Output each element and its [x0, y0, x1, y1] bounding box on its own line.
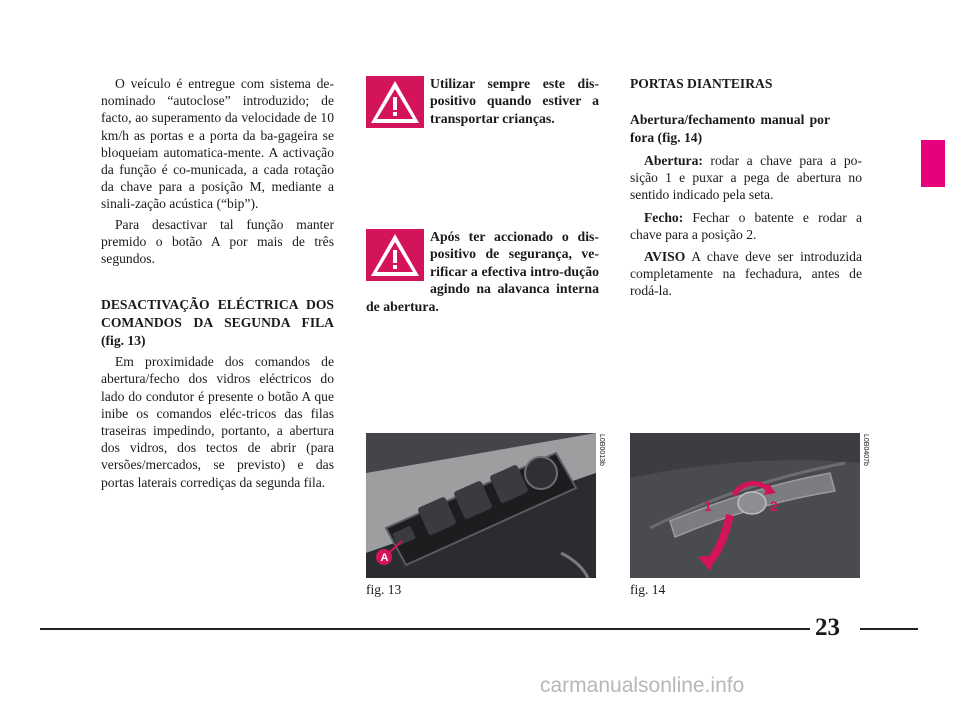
label-a: A	[380, 552, 389, 564]
closing-label: Fecho:	[644, 209, 684, 225]
closing-paragraph	[630, 209, 862, 243]
footer-rule-left	[40, 628, 810, 630]
notice-text: A chave deve ser introduzida completamente na fechadura, antes de rodá-la.	[630, 249, 862, 299]
deactivate-paragraph: Para desactivar tal função manter premido o botão A por mais de três segundos.	[101, 216, 334, 267]
warning-box-1	[366, 75, 599, 127]
front-doors-heading: PORTAS DIANTEIRAS	[630, 76, 773, 91]
warning-triangle-icon	[366, 76, 424, 128]
warning-text-1: Utilizar sempre este dis-positivo quando estiver a transportar crianças.	[430, 76, 599, 126]
window-switch-panel-illustration	[366, 433, 596, 578]
figure-13-image	[366, 433, 596, 578]
page-number: 23	[815, 614, 840, 641]
column-right	[630, 75, 862, 300]
notice-label: AVISO	[644, 249, 686, 265]
watermark: carmanualsonline.info	[540, 674, 745, 697]
label-1: 1	[704, 498, 712, 514]
autoclose-paragraph: O veículo é entregue com sistema de-nominado “autoclose” introduzido; de facto, ao superamento da velocidade de 10 km/h as portas e a porta da ba-gageira se bloqueiam automatica-mente. A activação da função é co-municada, a cada rotação da chave para a posição M, mediante a sinali-zação acústica (“bip”).	[101, 76, 334, 212]
section-tab	[921, 140, 945, 187]
door-handle-illustration	[630, 433, 860, 578]
fig14-caption: fig. 14	[630, 582, 666, 597]
figure-14-image	[630, 433, 860, 578]
warning-box-2	[366, 228, 599, 315]
second-row-paragraph: Em proximidade dos comandos de abertura/fecho dos vidros eléctricos do lado do condutor é presente o botão A que inibe os comandos eléc-tricos das filas traseiras impedindo, portanto, a abertura dos vidros, dos tectos de abrir (para versões/mercados, se previsto) e das portas laterais corrediças da segunda fila.	[101, 354, 334, 490]
closing-text: Fechar o batente e rodar a chave para a posição 2.	[630, 209, 862, 242]
manual-open-heading: Abertura/fechamento manual por fora (fig. 14)	[630, 112, 830, 145]
opening-paragraph	[630, 152, 862, 204]
column-middle	[366, 75, 599, 315]
label-2: 2	[770, 498, 778, 514]
fig13-code: L0B0013b	[598, 434, 605, 466]
notice-paragraph	[630, 248, 862, 300]
opening-text: rodar a chave para a po-sição 1 e puxar a pega de abertura no sentido indicado pela seta.	[630, 153, 862, 203]
footer-rule-right	[860, 628, 918, 630]
section-heading-second-row: DESACTIVAÇÃO ELÉCTRICA DOS COMANDOS DA SEGUNDA FILA (fig. 13)	[101, 297, 334, 349]
warning-triangle-icon	[366, 229, 424, 281]
column-left	[101, 75, 334, 491]
warning-text-2: Após ter accionado o dis-positivo de segurança, ve-rificar a efectiva intro-dução agindo na alavanca interna de abertura.	[366, 229, 599, 314]
opening-label: Abertura:	[644, 153, 703, 168]
fig14-code: L0B0407b	[862, 434, 869, 466]
fig13-caption: fig. 13	[366, 582, 402, 597]
